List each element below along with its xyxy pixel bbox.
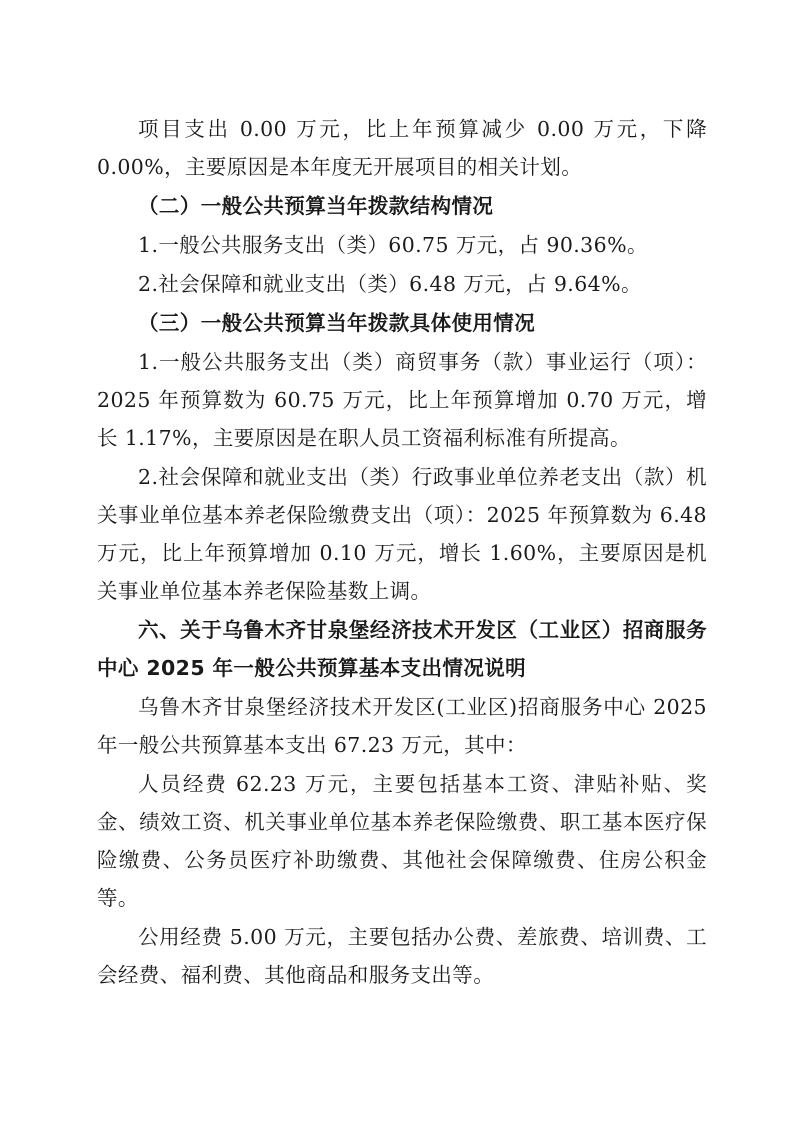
paragraph-basic-expenditure-total: 乌鲁木齐甘泉堡经济技术开发区(工业区)招商服务中心 2025 年一般公共预算基本支出 67.23 万元，其中：	[97, 695, 707, 757]
paragraph-general-public-services: 1.一般公共服务支出（类）60.75 万元，占 90.36%。	[138, 233, 648, 257]
paragraph-social-security: 2.社会保障和就业支出（类）6.48 万元，占 9.64%。	[138, 272, 642, 296]
paragraph-public-expenses: 公用经费 5.00 万元，主要包括办公费、差旅费、培训费、工会经费、福利费、其他商品和服务支出等。	[97, 925, 707, 987]
section-heading-basic-expenditure: 六、关于乌鲁木齐甘泉堡经济技术开发区（工业区）招商服务中心 2025 年一般公共预算基本支出情况说明	[97, 618, 707, 680]
subheading-appropriation-structure: （二）一般公共预算当年拨款结构情况	[138, 194, 494, 218]
paragraph-usage-item-1: 1.一般公共服务支出（类）商贸事务（款）事业运行（项）：2025 年预算数为 60.75 万元，比上年预算增加 0.70 万元，增长 1.17%，主要原因是在职人员工资福利标准有所提高。	[97, 350, 707, 450]
paragraph-usage-item-2: 2.社会保障和就业支出（类）行政事业单位养老支出（款）机关事业单位基本养老保险缴费支出（项）：2025 年预算数为 6.48 万元，比上年预算增加 0.10 万元，增长 1.60%，主要原因是机关事业单位基本养老保险基数上调。	[97, 465, 707, 603]
subheading-appropriation-usage: （三）一般公共预算当年拨款具体使用情况	[138, 311, 536, 335]
document-body	[97, 110, 707, 995]
paragraph-project-expenditure: 项目支出 0.00 万元，比上年预算减少 0.00 万元，下降 0.00%，主要原因是本年度无开展项目的相关计划。	[97, 117, 707, 179]
paragraph-personnel-expenses: 人员经费 62.23 万元，主要包括基本工资、津贴补贴、奖金、绩效工资、机关事业单位基本养老保险缴费、职工基本医疗保险缴费、公务员医疗补助缴费、其他社会保障缴费、住房公积金等。	[97, 772, 707, 910]
